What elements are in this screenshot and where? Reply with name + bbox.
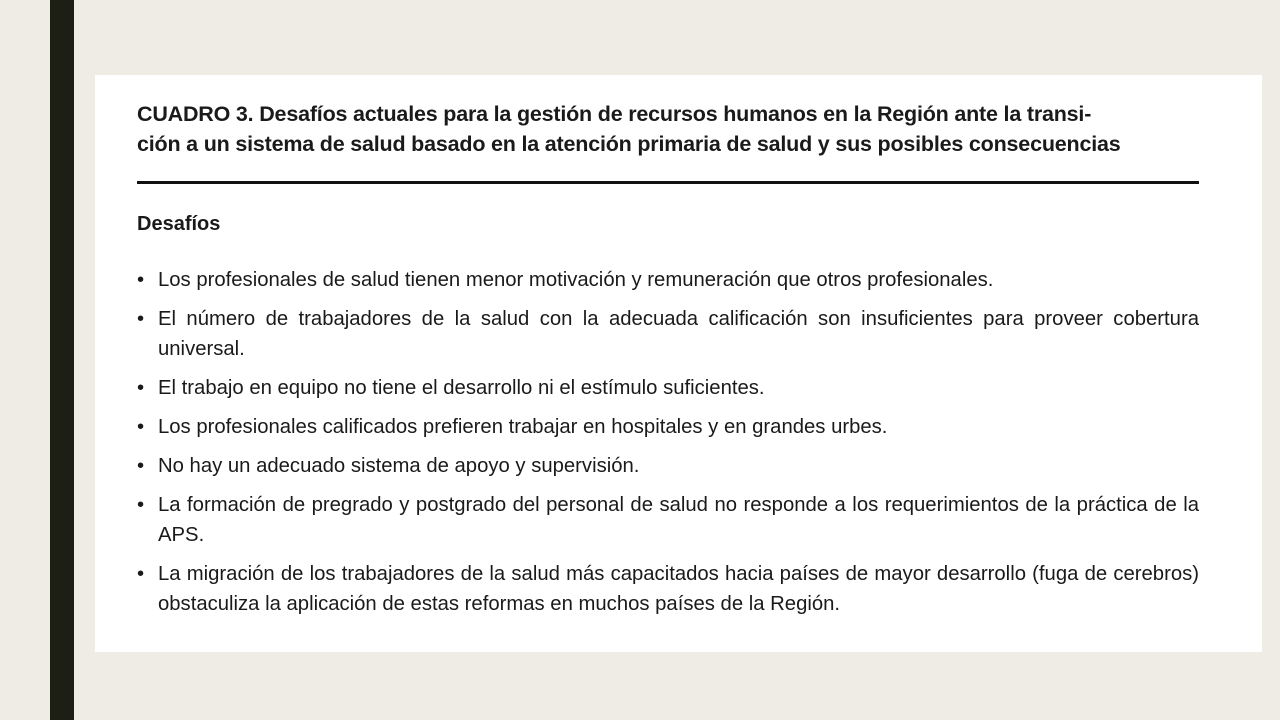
list-item — [137, 559, 1199, 619]
list-item — [137, 451, 1199, 481]
list-item-text: El trabajo en equipo no tiene el desarrollo ni el estímulo suficientes. — [158, 377, 765, 399]
table-panel — [95, 75, 1262, 652]
left-accent-bar — [50, 0, 74, 720]
bullet-icon: • — [137, 308, 145, 330]
bullet-icon: • — [137, 377, 145, 399]
list-item-text: La formación de pregrado y postgrado del personal de salud no responde a los requerimientos de la práctica de la APS. — [158, 494, 1199, 546]
list-item — [137, 373, 1199, 403]
list-item-text: Los profesionales calificados prefieren trabajar en hospitales y en grandes urbes. — [158, 416, 888, 438]
list-item-text: La migración de los trabajadores de la salud más capacitados hacia países de mayor desarrollo (fuga de cerebros) obstaculiza la aplicación de estas reformas en muchos países de la Región. — [158, 563, 1199, 615]
list-item — [137, 265, 1199, 295]
table-title-line-2: ción a un sistema de salud basado en la atención primaria de salud y sus posibles consecuencias — [137, 132, 1121, 156]
bullet-icon: • — [137, 416, 145, 438]
list-item — [137, 490, 1199, 550]
bullet-icon: • — [137, 455, 145, 477]
bullet-icon: • — [137, 563, 145, 585]
list-item-text: El número de trabajadores de la salud con la adecuada calificación son insuficientes para proveer cobertura universal. — [158, 308, 1199, 360]
bullet-icon: • — [137, 269, 145, 291]
challenges-list — [137, 265, 1199, 619]
bullet-icon: • — [137, 494, 145, 516]
table-title — [137, 99, 1199, 159]
list-item-text: Los profesionales de salud tienen menor motivación y remuneración que otros profesionales. — [158, 269, 994, 291]
table-title-line-1: CUADRO 3. Desafíos actuales para la gestión de recursos humanos en la Región ante la transi- — [137, 102, 1092, 126]
title-divider — [137, 181, 1199, 184]
section-heading: Desafíos — [137, 213, 221, 235]
list-item — [137, 412, 1199, 442]
list-item — [137, 304, 1199, 364]
list-item-text: No hay un adecuado sistema de apoyo y supervisión. — [158, 455, 640, 477]
table-content — [137, 99, 1199, 628]
